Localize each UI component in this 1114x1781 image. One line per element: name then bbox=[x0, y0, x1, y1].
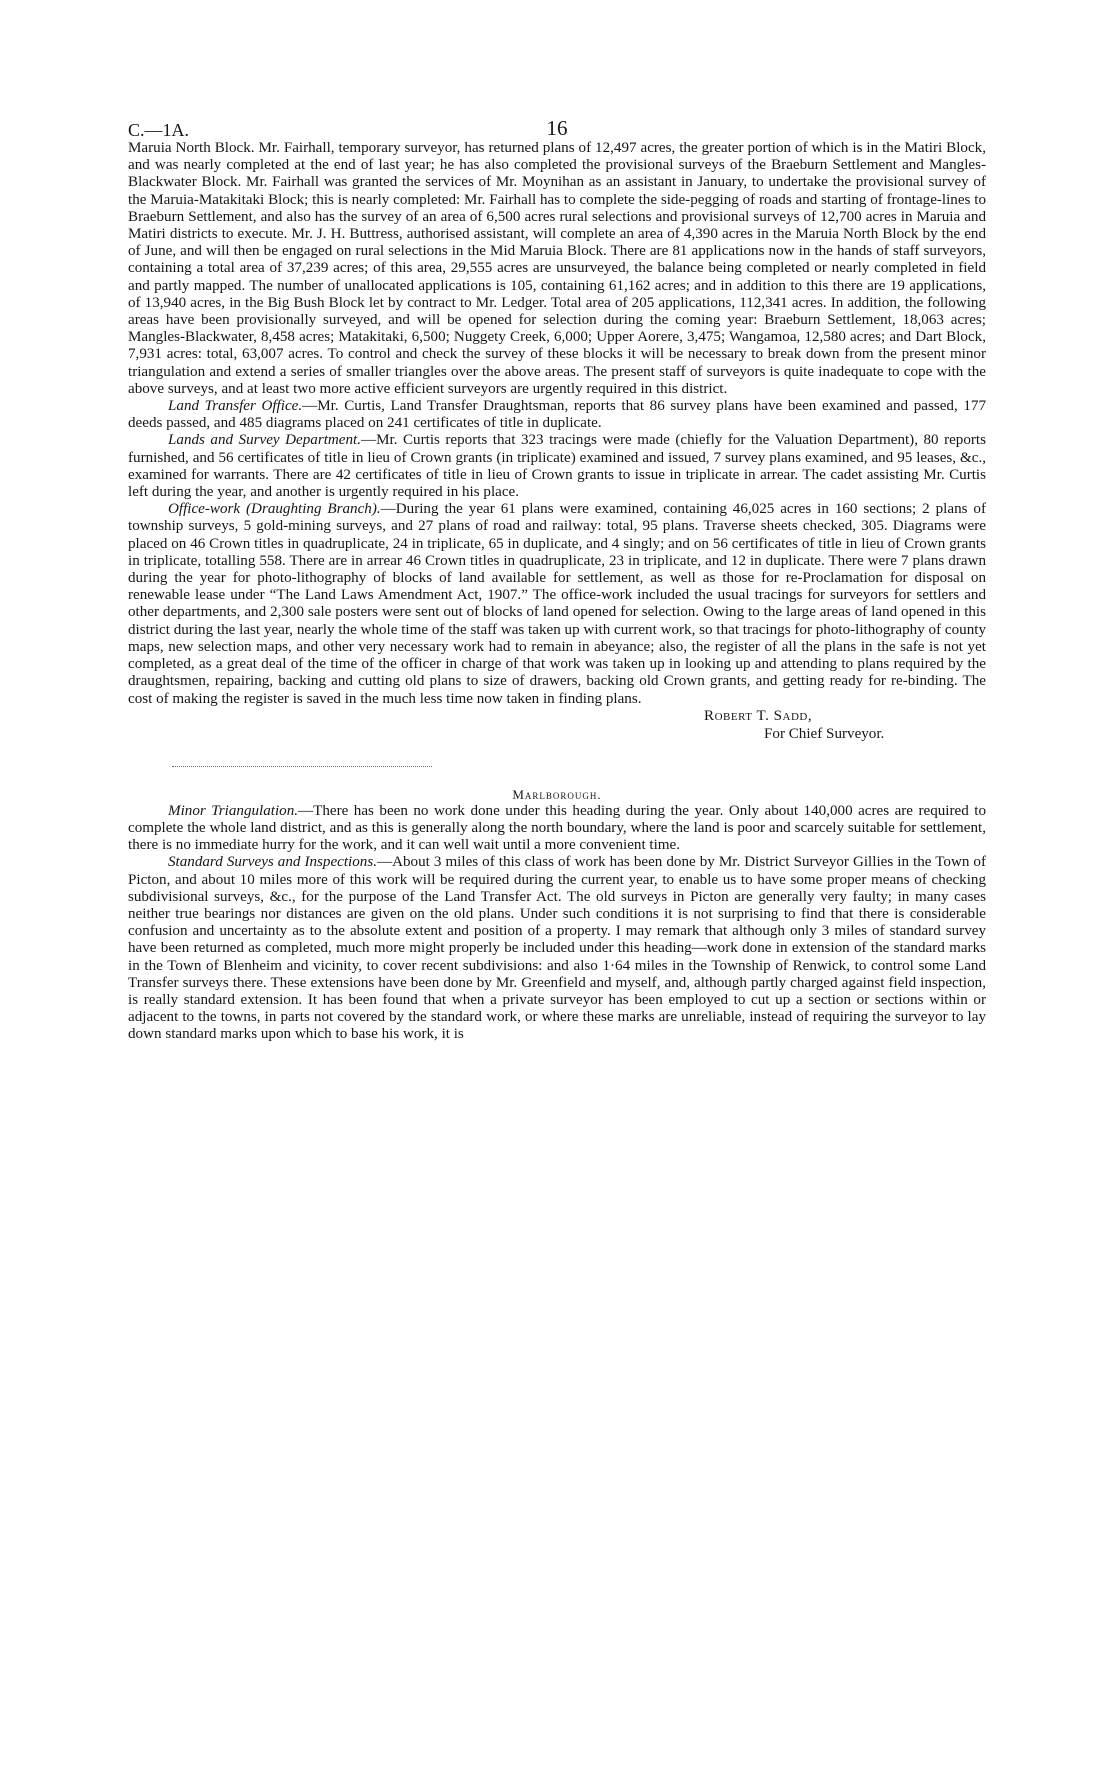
document-reference: C.—1A. bbox=[128, 120, 190, 140]
land-transfer-text: —Mr. Curtis, Land Transfer Draughtsman, reports that 86 survey plans have been examined and passed, 177 deeds passed, and 485 diagrams placed on 241 certificates of title in duplicate. bbox=[128, 398, 986, 432]
standard-surveys-heading: Standard Surveys and Inspections. bbox=[168, 854, 377, 871]
land-transfer-paragraph bbox=[128, 398, 986, 432]
land-transfer-heading: Land Transfer Office. bbox=[168, 398, 303, 415]
lands-survey-text: —Mr. Curtis reports that 323 tracings were made (chiefly for the Valuation Department), 80 reports furnished, and 56 certificates of title in lieu of Crown grants (in triplicate) examined and issued, 7 survey plans examined, and 95 leases, &c., examined for warrants. There are 42 certificates of title in lieu of Crown grants to issue in triplicate in arrear. The cadet assisting Mr. Curtis left during the year, and another is urgently required in his place. bbox=[128, 432, 986, 501]
document-page bbox=[128, 100, 986, 1044]
standard-surveys-text: —About 3 miles of this class of work has been done by Mr. District Surveyor Gillies in the Town of Picton, and about 10 miles more of this work will be required during the current year, to enable us to have some proper means of checking subdivisional surveys, &c., for the purpose of the Land Transfer Act. The old surveys in Picton are generally very faulty; in many cases neither true bearings nor distances are given on the old plans. Under such conditions it is not surprising to find that there is considerable confusion and uncertainty as to the absolute extent and position of a property. I may remark that although only 3 miles of standard survey have been returned as completed, much more might properly be included under this heading—work done in extension of the standard marks in the Town of Blenheim and vicinity, to cover recent subdivisions: and also 1·64 miles in the Township of Renwick, to control some Land Transfer surveys there. These extensions have been done by Mr. Greenfield and myself, and, although partly charged against field inspection, is really standard extension. It has been found that when a private surveyor has been employed to cut up a section or sections within or adjacent to the towns, in parts not covered by the standard work, or where these marks are unreliable, instead of requiring the surveyor to lay down standard marks upon which to base his work, it is bbox=[128, 854, 986, 1043]
lands-survey-heading: Lands and Survey Department. bbox=[168, 432, 361, 449]
signature-name: Robert T. Sadd, bbox=[704, 707, 813, 724]
lands-survey-paragraph bbox=[128, 432, 986, 501]
minor-triangulation-paragraph bbox=[128, 803, 986, 855]
page-number: 16 bbox=[546, 116, 568, 140]
office-work-heading: Office-work (Draughting Branch). bbox=[168, 501, 381, 518]
office-work-text: —During the year 61 plans were examined, containing 46,025 acres in 160 sections; 2 plans of township surveys, 5 gold-mining surveys, and 27 plans of road and railway: total, 95 plans. Traverse sheets checked, 305. Diagrams were placed on 46 Crown titles in quadruplicate, 24 in triplicate, 65 in duplicate, and 4 singly; and on 56 certificates of title in lieu of Crown grants in triplicate, totalling 558. There are in arrear 46 Crown titles in quadruplicate, 23 in triplicate, and 12 in duplicate. There were 7 plans drawn during the year for photo-lithography of blocks of land available for settlement, as well as those for re-Proclamation for disposal on renewable lease under “The Land Laws Amendment Act, 1907.” The office-work included the usual tracings for surveyors for settlers and other departments, and 2,300 sale posters were sent out of blocks of land opened for selection. Owing to the large areas of land opened in this district during the last year, nearly the whole time of the staff was taken up with current work, so that tracings for photo-lithography of county maps, new selection maps, and other very necessary work had to remain in abeyance; also, the register of all the plans in the safe is not yet completed, as a great deal of the time of the officer in charge of that work was taken up in looking up and attending to plans required by the draughtsmen, repairing, backing and cutting old plans to size of drawers, backing old Crown grants, and getting ready for re-binding. The cost of making the register is saved in the much less time now taken in finding plans. bbox=[128, 501, 986, 707]
page-header bbox=[128, 100, 986, 140]
maruia-north-paragraph: Maruia North Block. Mr. Fairhall, temporary surveyor, has returned plans of 12,497 acres, the greater portion of which is in the Matiri Block, and was nearly completed at the end of last year; he has also completed the provisional surveys of the Braeburn Settlement and Mangles-Blackwater Block. Mr. Fairhall was granted the services of Mr. Moynihan as an assistant in January, to undertake the provisional survey of the Maruia-Matakitaki Block; this is nearly completed: Mr. Fairhall has to complete the side-pegging of roads and starting of frontage-lines to Braeburn Settlement, and also has the survey of an area of 6,500 acres rural selections and provisional surveys of 12,700 acres in Maruia and Matiri districts to execute. Mr. J. H. Buttress, authorised assistant, will complete an area of 4,390 acres in the Maruia North Block by the end of June, and will then be engaged on rural selections in the Mid Maruia Block. There are 81 applications now in the hands of staff surveyors, containing a total area of 37,239 acres; of this area, 29,555 acres are unsurveyed, the balance being completed or nearly completed in field and partly mapped. The number of unallocated applications is 105, containing 61,162 acres; and in addition to this there are 19 applications, of 13,940 acres, in the Big Bush Block let by contract to Mr. Ledger. Total area of 205 applications, 112,341 acres. In addition, the following areas have been provisionally surveyed, and will be opened for selection during the coming year: Braeburn Settlement, 18,063 acres; Mangles-Blackwater, 8,458 acres; Matakitaki, 6,500; Nuggety Creek, 6,000; Upper Aorere, 3,475; Wangamoa, 12,580 acres; and Dart Block, 7,931 acres: total, 63,007 acres. To control and check the survey of these blocks it will be necessary to break down from the present minor triangulation and extend a series of smaller triangles over the above areas. The present staff of surveyors is quite inadequate to cope with the above surveys, and at least two more active efficient surveyors are urgently required in this district. bbox=[128, 140, 986, 397]
section-divider bbox=[172, 766, 432, 767]
signature-role: For Chief Surveyor. bbox=[764, 725, 885, 742]
minor-triangulation-text: —There has been no work done under this heading during the year. Only about 140,000 acres are required to complete the whole land district, and as this is generally along the north boundary, where the land is poor and scarcely suitable for settlement, there is no immediate hurry for the work, and it can well wait until a more convenient time. bbox=[128, 802, 986, 854]
office-work-paragraph bbox=[128, 501, 986, 707]
standard-surveys-paragraph bbox=[128, 854, 986, 1043]
minor-triangulation-heading: Minor Triangulation. bbox=[168, 802, 299, 819]
signature-block bbox=[128, 708, 986, 744]
marlborough-section-title: Marlborough. bbox=[512, 786, 602, 802]
